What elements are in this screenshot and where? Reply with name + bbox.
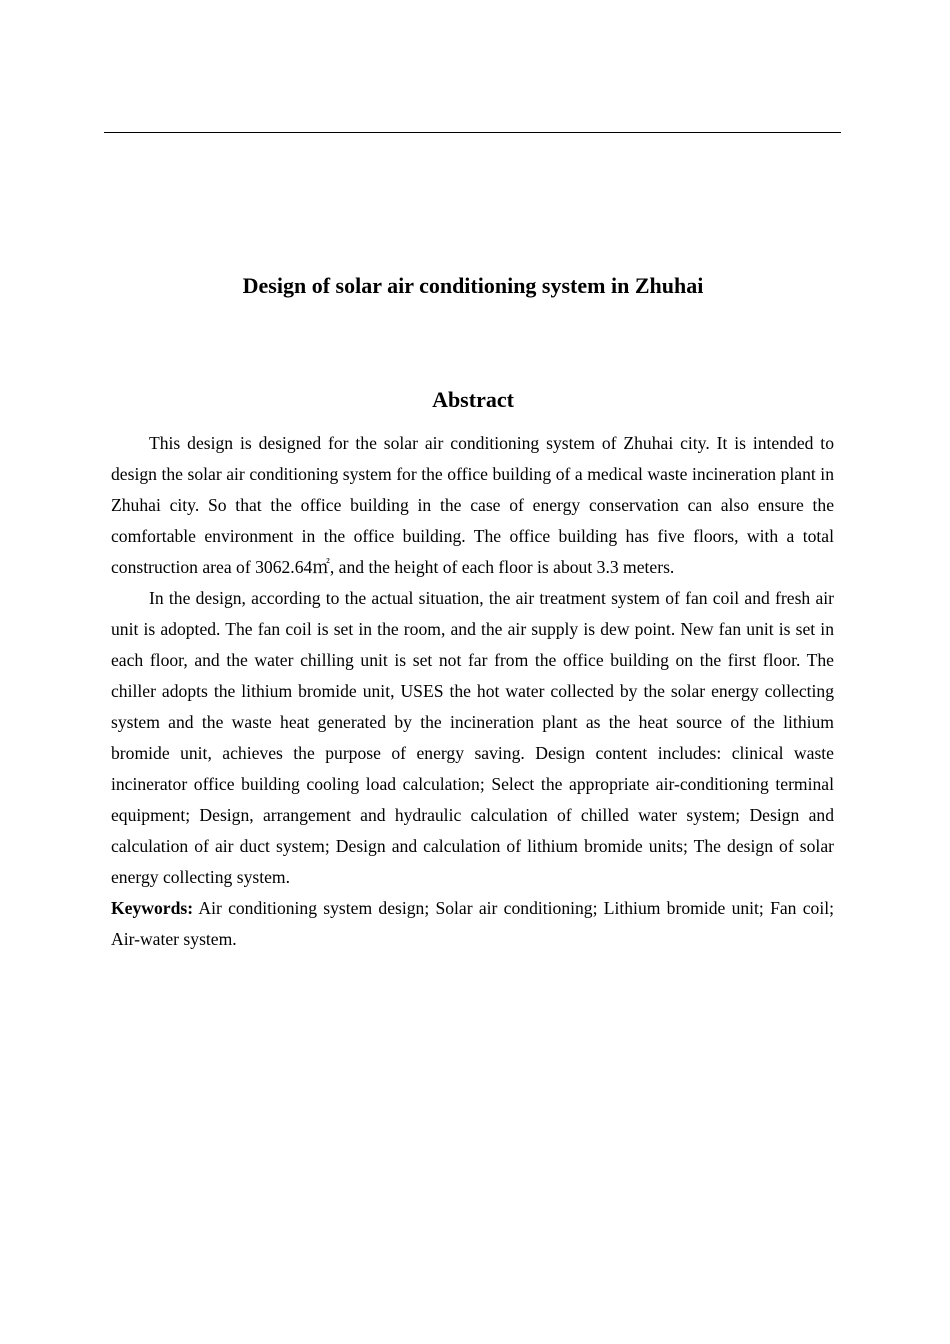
abstract-paragraph-1: This design is designed for the solar air conditioning system of Zhuhai city. It is intended to design the solar air conditioning system for the office building of a medical waste incineration plant in Zhuhai city. So that the office building in the case of energy conservation can also ensure the comfortable environment in the office building. The office building has five floors, with a total construction area of 3062.64㎡, and the height of each floor is about 3.3 meters. [111,433,834,577]
document-title: Design of solar air conditioning system in Zhuhai [242,273,704,298]
abstract-paragraph-2: In the design, according to the actual situation, the air treatment system of fan coil and fresh air unit is adopted. The fan coil is set in the room, and the air supply is dew point. New fan unit is set in each floor, and the water chilling unit is set not far from the office building on the first floor. The chiller adopts the lithium bromide unit, USES the hot water collected by the solar energy collecting system and the waste heat generated by the incineration plant as the heat source of the lithium bromide unit, achieves the purpose of energy saving. Design content includes: clinical waste incinerator office building cooling load calculation; Select the appropriate air-conditioning terminal equipment; Design, arrangement and hydraulic calculation of chilled water system; Design and calculation of air duct system; Design and calculation of lithium bromide units; The design of solar energy collecting system. [111,588,834,887]
keywords-line [111,893,834,955]
keywords-label: Keywords: [111,898,194,918]
abstract-body [111,428,834,955]
keywords-text: Air conditioning system design; Solar air conditioning; Lithium bromide unit; Fan coil; Air-water system. [111,898,834,949]
abstract-heading: Abstract [432,387,514,412]
header-rule [104,132,841,133]
